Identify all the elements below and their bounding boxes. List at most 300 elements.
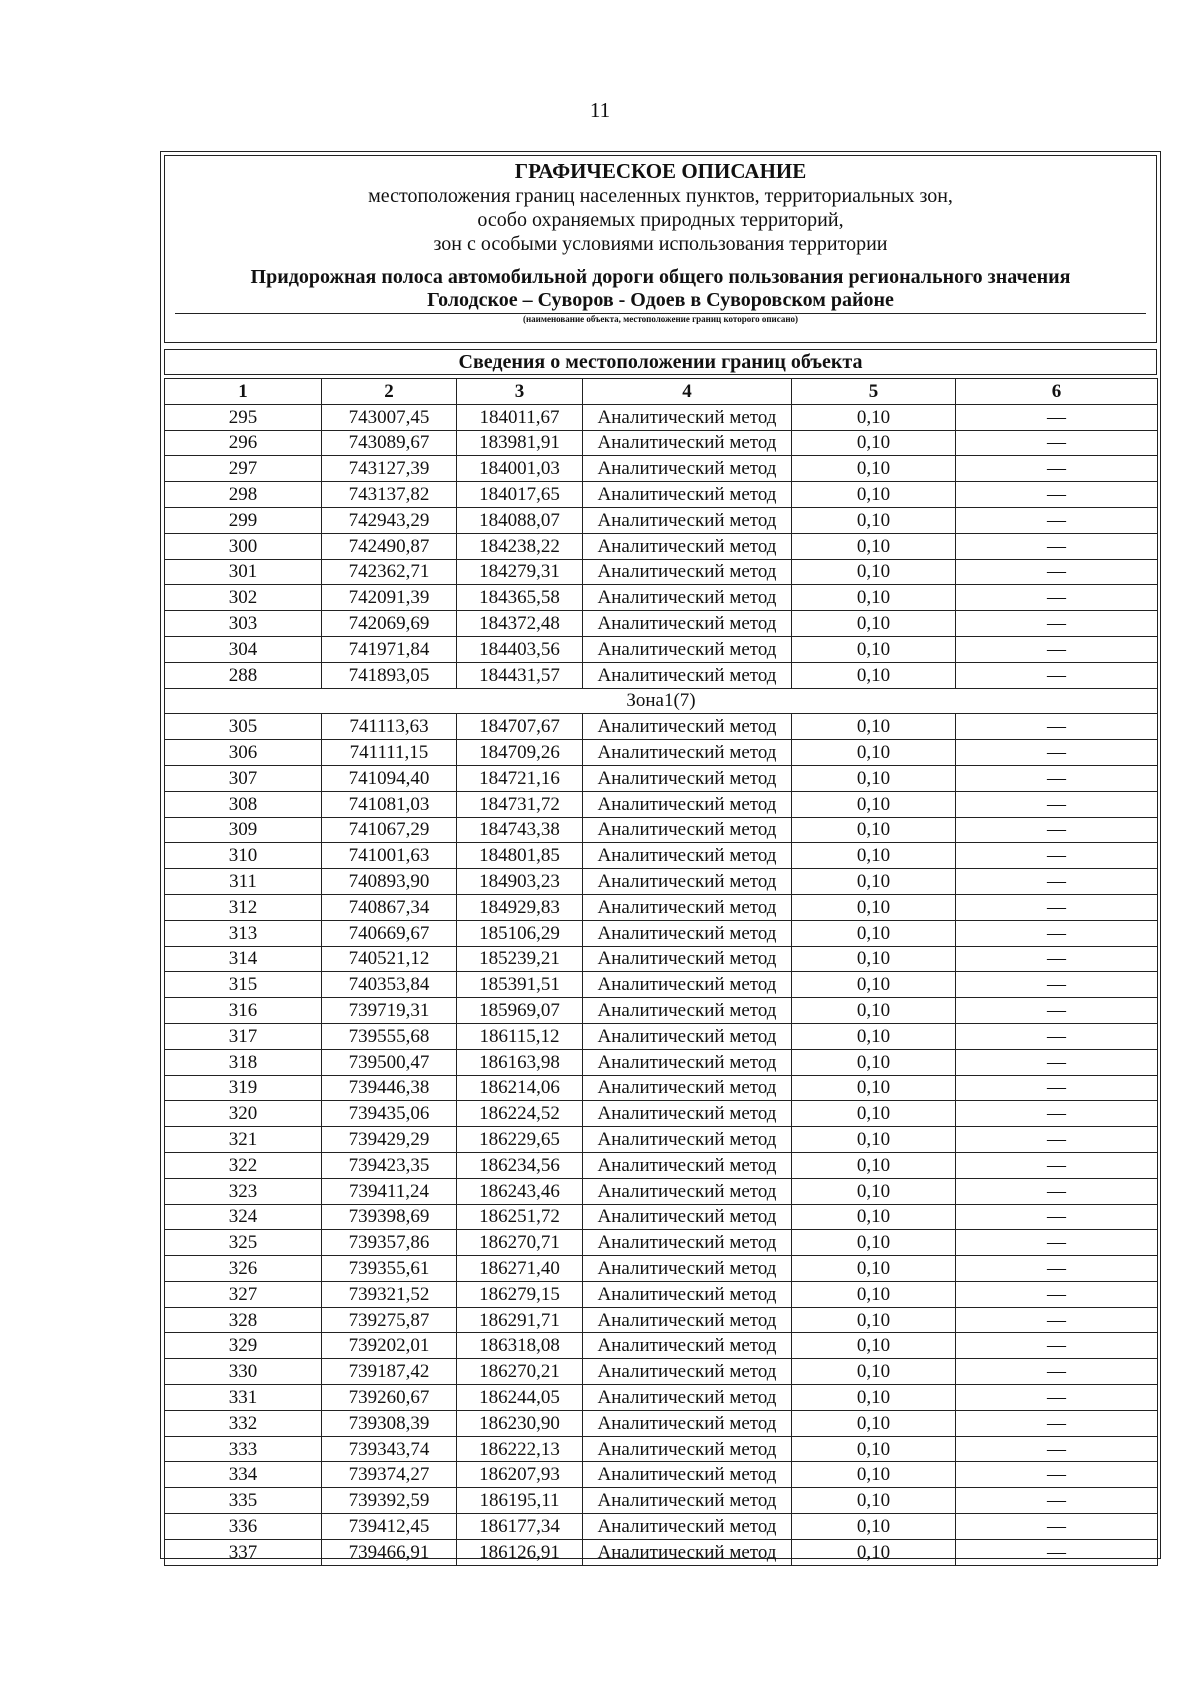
table-row: [165, 636, 1158, 662]
table-cell: 184707,67: [457, 714, 583, 740]
table-cell: Аналитический метод: [583, 1230, 792, 1256]
table-cell: 739392,59: [322, 1488, 457, 1514]
table-cell: —: [956, 1230, 1158, 1256]
table-cell: 327: [165, 1281, 322, 1307]
table-cell: 307: [165, 765, 322, 791]
table-cell: 317: [165, 1023, 322, 1049]
table-cell: 186279,15: [457, 1281, 583, 1307]
table-cell: 0,10: [792, 1256, 956, 1282]
table-cell: 0,10: [792, 533, 956, 559]
table-cell: 186318,08: [457, 1333, 583, 1359]
table-cell: —: [956, 1385, 1158, 1411]
table-cell: Аналитический метод: [583, 740, 792, 766]
table-cell: —: [956, 430, 1158, 456]
table-cell: 295: [165, 404, 322, 430]
table-cell: —: [956, 1075, 1158, 1101]
table-row: [165, 507, 1158, 533]
table-cell: Аналитический метод: [583, 920, 792, 946]
table-cell: —: [956, 662, 1158, 688]
coordinates-table: [164, 378, 1158, 1566]
table-row: [165, 998, 1158, 1024]
table-cell: 741971,84: [322, 636, 457, 662]
table-cell: 0,10: [792, 1333, 956, 1359]
zone-label: Зона1(7): [165, 688, 1158, 714]
table-cell: 739466,91: [322, 1539, 457, 1565]
table-cell: 337: [165, 1539, 322, 1565]
table-cell: —: [956, 585, 1158, 611]
table-cell: 0,10: [792, 1462, 956, 1488]
object-name-line: Придорожная полоса автомобильной дороги общего пользования регионального значения: [250, 266, 1071, 288]
table-cell: 739355,61: [322, 1256, 457, 1282]
table-cell: 740867,34: [322, 894, 457, 920]
table-row: [165, 714, 1158, 740]
table-cell: 184011,67: [457, 404, 583, 430]
table-cell: 0,10: [792, 998, 956, 1024]
column-header: 5: [792, 379, 956, 405]
column-header: 1: [165, 379, 322, 405]
table-cell: 318: [165, 1049, 322, 1075]
table-row: [165, 1385, 1158, 1411]
table-cell: 739429,29: [322, 1127, 457, 1153]
table-cell: 186163,98: [457, 1049, 583, 1075]
table-cell: 186230,90: [457, 1410, 583, 1436]
table-row: [165, 1101, 1158, 1127]
table-cell: 184801,85: [457, 843, 583, 869]
table-cell: Аналитический метод: [583, 1075, 792, 1101]
table-cell: 739719,31: [322, 998, 457, 1024]
table-cell: 739412,45: [322, 1514, 457, 1540]
table-cell: 0,10: [792, 662, 956, 688]
table-cell: 0,10: [792, 972, 956, 998]
table-row: [165, 1359, 1158, 1385]
table-row: [165, 843, 1158, 869]
table-row: [165, 1075, 1158, 1101]
table-cell: 0,10: [792, 430, 956, 456]
table-row: [165, 1152, 1158, 1178]
table-cell: 0,10: [792, 1281, 956, 1307]
table-cell: 0,10: [792, 1410, 956, 1436]
table-cell: 186177,34: [457, 1514, 583, 1540]
table-header-row: [165, 379, 1158, 405]
table-cell: 319: [165, 1075, 322, 1101]
table-row: [165, 791, 1158, 817]
table-cell: —: [956, 869, 1158, 895]
table-cell: Аналитический метод: [583, 404, 792, 430]
table-cell: —: [956, 843, 1158, 869]
table-cell: Аналитический метод: [583, 1256, 792, 1282]
table-cell: 296: [165, 430, 322, 456]
table-cell: 0,10: [792, 1152, 956, 1178]
table-cell: Аналитический метод: [583, 1488, 792, 1514]
table-cell: 740893,90: [322, 869, 457, 895]
table-cell: —: [956, 611, 1158, 637]
table-cell: 186115,12: [457, 1023, 583, 1049]
table-cell: 739321,52: [322, 1281, 457, 1307]
table-cell: —: [956, 507, 1158, 533]
table-cell: Аналитический метод: [583, 946, 792, 972]
table-cell: 184403,56: [457, 636, 583, 662]
table-cell: 321: [165, 1127, 322, 1153]
table-cell: 332: [165, 1410, 322, 1436]
table-cell: Аналитический метод: [583, 791, 792, 817]
table-row: [165, 1539, 1158, 1565]
table-cell: Аналитический метод: [583, 1178, 792, 1204]
table-cell: 184731,72: [457, 791, 583, 817]
table-cell: 186224,52: [457, 1101, 583, 1127]
table-row: [165, 946, 1158, 972]
table-cell: 0,10: [792, 843, 956, 869]
table-cell: —: [956, 1023, 1158, 1049]
column-header: 6: [956, 379, 1158, 405]
table-cell: 0,10: [792, 1127, 956, 1153]
table-cell: 0,10: [792, 714, 956, 740]
table-cell: 186195,11: [457, 1488, 583, 1514]
object-name-line: Голодское – Суворов - Одоев в Суворовском районе: [427, 289, 894, 311]
table-cell: 302: [165, 585, 322, 611]
table-row: [165, 740, 1158, 766]
table-cell: —: [956, 1101, 1158, 1127]
table-cell: 185239,21: [457, 946, 583, 972]
table-cell: 739260,67: [322, 1385, 457, 1411]
table-cell: 0,10: [792, 1488, 956, 1514]
table-cell: 739275,87: [322, 1307, 457, 1333]
table-cell: 739398,69: [322, 1204, 457, 1230]
table-row: [165, 559, 1158, 585]
table-cell: 186214,06: [457, 1075, 583, 1101]
table-cell: 741067,29: [322, 817, 457, 843]
table-row: [165, 611, 1158, 637]
table-cell: 186234,56: [457, 1152, 583, 1178]
table-cell: Аналитический метод: [583, 1436, 792, 1462]
table-cell: 184709,26: [457, 740, 583, 766]
table-cell: 0,10: [792, 482, 956, 508]
table-cell: 308: [165, 791, 322, 817]
table-cell: 739555,68: [322, 1023, 457, 1049]
table-cell: 739500,47: [322, 1049, 457, 1075]
table-row: [165, 1488, 1158, 1514]
table-cell: —: [956, 482, 1158, 508]
table-cell: Аналитический метод: [583, 662, 792, 688]
table-cell: 0,10: [792, 1307, 956, 1333]
table-cell: 739411,24: [322, 1178, 457, 1204]
table-row: [165, 1256, 1158, 1282]
table-cell: Аналитический метод: [583, 1359, 792, 1385]
table-cell: 311: [165, 869, 322, 895]
table-cell: 0,10: [792, 559, 956, 585]
table-cell: —: [956, 714, 1158, 740]
table-cell: 331: [165, 1385, 322, 1411]
table-cell: 0,10: [792, 791, 956, 817]
table-row: [165, 817, 1158, 843]
table-cell: 186270,71: [457, 1230, 583, 1256]
table-cell: —: [956, 920, 1158, 946]
document-subtitle-line: зон с особыми условиями использования территории: [433, 233, 888, 255]
table-cell: —: [956, 636, 1158, 662]
table-cell: —: [956, 404, 1158, 430]
table-cell: —: [956, 1256, 1158, 1282]
table-cell: 0,10: [792, 920, 956, 946]
table-cell: 186270,21: [457, 1359, 583, 1385]
table-cell: 739435,06: [322, 1101, 457, 1127]
table-row: [165, 482, 1158, 508]
table-cell: —: [956, 533, 1158, 559]
table-cell: 184903,23: [457, 869, 583, 895]
table-cell: 184017,65: [457, 482, 583, 508]
section-title: Сведения о местоположении границ объекта: [164, 349, 1157, 375]
table-cell: 186244,05: [457, 1385, 583, 1411]
column-header: 3: [457, 379, 583, 405]
table-cell: 742069,69: [322, 611, 457, 637]
table-row: [165, 1514, 1158, 1540]
table-cell: 305: [165, 714, 322, 740]
table-cell: 0,10: [792, 946, 956, 972]
table-cell: 336: [165, 1514, 322, 1540]
table-cell: 0,10: [792, 1514, 956, 1540]
table-cell: 741113,63: [322, 714, 457, 740]
table-cell: Аналитический метод: [583, 1023, 792, 1049]
table-cell: Аналитический метод: [583, 998, 792, 1024]
table-cell: 322: [165, 1152, 322, 1178]
table-row: [165, 1049, 1158, 1075]
table-cell: —: [956, 1281, 1158, 1307]
table-cell: 323: [165, 1178, 322, 1204]
table-cell: 186291,71: [457, 1307, 583, 1333]
table-cell: Аналитический метод: [583, 843, 792, 869]
table-cell: —: [956, 1333, 1158, 1359]
table-row: [165, 662, 1158, 688]
table-cell: Аналитический метод: [583, 869, 792, 895]
table-cell: 739446,38: [322, 1075, 457, 1101]
table-cell: 186251,72: [457, 1204, 583, 1230]
table-cell: 0,10: [792, 1075, 956, 1101]
table-cell: 0,10: [792, 1436, 956, 1462]
table-cell: —: [956, 1204, 1158, 1230]
table-cell: 326: [165, 1256, 322, 1282]
table-cell: 185969,07: [457, 998, 583, 1024]
table-cell: Аналитический метод: [583, 1462, 792, 1488]
table-cell: —: [956, 1152, 1158, 1178]
table-cell: —: [956, 1410, 1158, 1436]
table-cell: 309: [165, 817, 322, 843]
table-cell: 328: [165, 1307, 322, 1333]
table-cell: 739202,01: [322, 1333, 457, 1359]
table-row: [165, 1436, 1158, 1462]
table-cell: Аналитический метод: [583, 430, 792, 456]
table-cell: 742362,71: [322, 559, 457, 585]
table-cell: 741094,40: [322, 765, 457, 791]
table-cell: —: [956, 1307, 1158, 1333]
table-cell: 186126,91: [457, 1539, 583, 1565]
table-cell: —: [956, 1127, 1158, 1153]
table-cell: 0,10: [792, 1023, 956, 1049]
table-cell: 184743,38: [457, 817, 583, 843]
page-number: 11: [589, 98, 611, 122]
table-cell: 186271,40: [457, 1256, 583, 1282]
table-cell: 312: [165, 894, 322, 920]
table-cell: —: [956, 1049, 1158, 1075]
table-cell: 0,10: [792, 636, 956, 662]
table-cell: Аналитический метод: [583, 1101, 792, 1127]
table-cell: —: [956, 894, 1158, 920]
table-cell: Аналитический метод: [583, 585, 792, 611]
column-header: 4: [583, 379, 792, 405]
table-cell: 741001,63: [322, 843, 457, 869]
table-cell: 741081,03: [322, 791, 457, 817]
table-cell: Аналитический метод: [583, 1410, 792, 1436]
table-cell: 0,10: [792, 765, 956, 791]
table-cell: 299: [165, 507, 322, 533]
table-cell: 0,10: [792, 1204, 956, 1230]
table-cell: Аналитический метод: [583, 1307, 792, 1333]
table-cell: 303: [165, 611, 322, 637]
table-row: [165, 404, 1158, 430]
table-row: [165, 1127, 1158, 1153]
table-cell: 334: [165, 1462, 322, 1488]
table-cell: 742490,87: [322, 533, 457, 559]
table-cell: —: [956, 1178, 1158, 1204]
table-row: [165, 920, 1158, 946]
table-cell: 0,10: [792, 1230, 956, 1256]
table-cell: 739187,42: [322, 1359, 457, 1385]
table-cell: 330: [165, 1359, 322, 1385]
table-cell: 741111,15: [322, 740, 457, 766]
table-cell: 300: [165, 533, 322, 559]
table-cell: —: [956, 740, 1158, 766]
table-cell: 0,10: [792, 611, 956, 637]
table-cell: Аналитический метод: [583, 1204, 792, 1230]
table-row: [165, 456, 1158, 482]
table-row: [165, 894, 1158, 920]
table-cell: Аналитический метод: [583, 1539, 792, 1565]
table-cell: 0,10: [792, 456, 956, 482]
table-cell: 184929,83: [457, 894, 583, 920]
table-cell: 325: [165, 1230, 322, 1256]
table-cell: 184721,16: [457, 765, 583, 791]
table-row: [165, 1410, 1158, 1436]
table-cell: 184088,07: [457, 507, 583, 533]
table-row: [165, 1178, 1158, 1204]
table-cell: 184365,58: [457, 585, 583, 611]
table-cell: Аналитический метод: [583, 533, 792, 559]
table-cell: Аналитический метод: [583, 1127, 792, 1153]
table-row: [165, 1307, 1158, 1333]
table-cell: Аналитический метод: [583, 1281, 792, 1307]
table-cell: 184431,57: [457, 662, 583, 688]
table-cell: 739343,74: [322, 1436, 457, 1462]
table-cell: 184238,22: [457, 533, 583, 559]
table-cell: Аналитический метод: [583, 1333, 792, 1359]
table-cell: —: [956, 765, 1158, 791]
table-row: [165, 869, 1158, 895]
table-row: [165, 1023, 1158, 1049]
table-cell: 743089,67: [322, 430, 457, 456]
table-cell: 186222,13: [457, 1436, 583, 1462]
table-cell: 329: [165, 1333, 322, 1359]
table-cell: 186207,93: [457, 1462, 583, 1488]
table-cell: Аналитический метод: [583, 482, 792, 508]
table-cell: 183981,91: [457, 430, 583, 456]
table-cell: 333: [165, 1436, 322, 1462]
table-body: [165, 404, 1158, 1565]
table-cell: 0,10: [792, 817, 956, 843]
table-row: [165, 1230, 1158, 1256]
table-cell: 0,10: [792, 1385, 956, 1411]
table-cell: 186229,65: [457, 1127, 583, 1153]
table-cell: 0,10: [792, 507, 956, 533]
table-cell: 740353,84: [322, 972, 457, 998]
table-cell: 0,10: [792, 1101, 956, 1127]
table-cell: 185391,51: [457, 972, 583, 998]
table-cell: 0,10: [792, 740, 956, 766]
table-row: [165, 430, 1158, 456]
table-cell: 184001,03: [457, 456, 583, 482]
table-cell: 0,10: [792, 585, 956, 611]
zone-row: [165, 688, 1158, 714]
table-cell: Аналитический метод: [583, 507, 792, 533]
table-cell: —: [956, 946, 1158, 972]
column-header: 2: [322, 379, 457, 405]
table-cell: Аналитический метод: [583, 817, 792, 843]
table-row: [165, 1204, 1158, 1230]
table-cell: 313: [165, 920, 322, 946]
table-cell: —: [956, 1488, 1158, 1514]
table-cell: Аналитический метод: [583, 1385, 792, 1411]
table-cell: 298: [165, 482, 322, 508]
table-cell: 0,10: [792, 1178, 956, 1204]
document-subtitle-line: местоположения границ населенных пунктов, территориальных зон,: [368, 185, 953, 207]
table-cell: 739374,27: [322, 1462, 457, 1488]
table-cell: Аналитический метод: [583, 972, 792, 998]
table-row: [165, 585, 1158, 611]
table-cell: Аналитический метод: [583, 714, 792, 740]
table-cell: 742943,29: [322, 507, 457, 533]
table-cell: —: [956, 1359, 1158, 1385]
table-cell: 320: [165, 1101, 322, 1127]
table-cell: —: [956, 972, 1158, 998]
table-cell: 739308,39: [322, 1410, 457, 1436]
document-subtitle-line: особо охраняемых природных территорий,: [477, 209, 844, 231]
table-cell: 743007,45: [322, 404, 457, 430]
table-cell: —: [956, 791, 1158, 817]
table-cell: 314: [165, 946, 322, 972]
table-cell: —: [956, 1514, 1158, 1540]
table-cell: 0,10: [792, 894, 956, 920]
table-cell: 288: [165, 662, 322, 688]
table-cell: 185106,29: [457, 920, 583, 946]
table-cell: 184372,48: [457, 611, 583, 637]
table-cell: 184279,31: [457, 559, 583, 585]
table-cell: —: [956, 456, 1158, 482]
table-row: [165, 972, 1158, 998]
table-cell: —: [956, 1436, 1158, 1462]
table-cell: 304: [165, 636, 322, 662]
table-cell: 316: [165, 998, 322, 1024]
table-cell: 186243,46: [457, 1178, 583, 1204]
table-cell: 0,10: [792, 404, 956, 430]
table-cell: 297: [165, 456, 322, 482]
table-cell: 324: [165, 1204, 322, 1230]
table-row: [165, 533, 1158, 559]
table-cell: Аналитический метод: [583, 1514, 792, 1540]
table-row: [165, 765, 1158, 791]
table-cell: Аналитический метод: [583, 636, 792, 662]
table-cell: Аналитический метод: [583, 559, 792, 585]
table-row: [165, 1281, 1158, 1307]
table-cell: 310: [165, 843, 322, 869]
table-cell: 740669,67: [322, 920, 457, 946]
table-cell: 741893,05: [322, 662, 457, 688]
table-cell: 0,10: [792, 1049, 956, 1075]
